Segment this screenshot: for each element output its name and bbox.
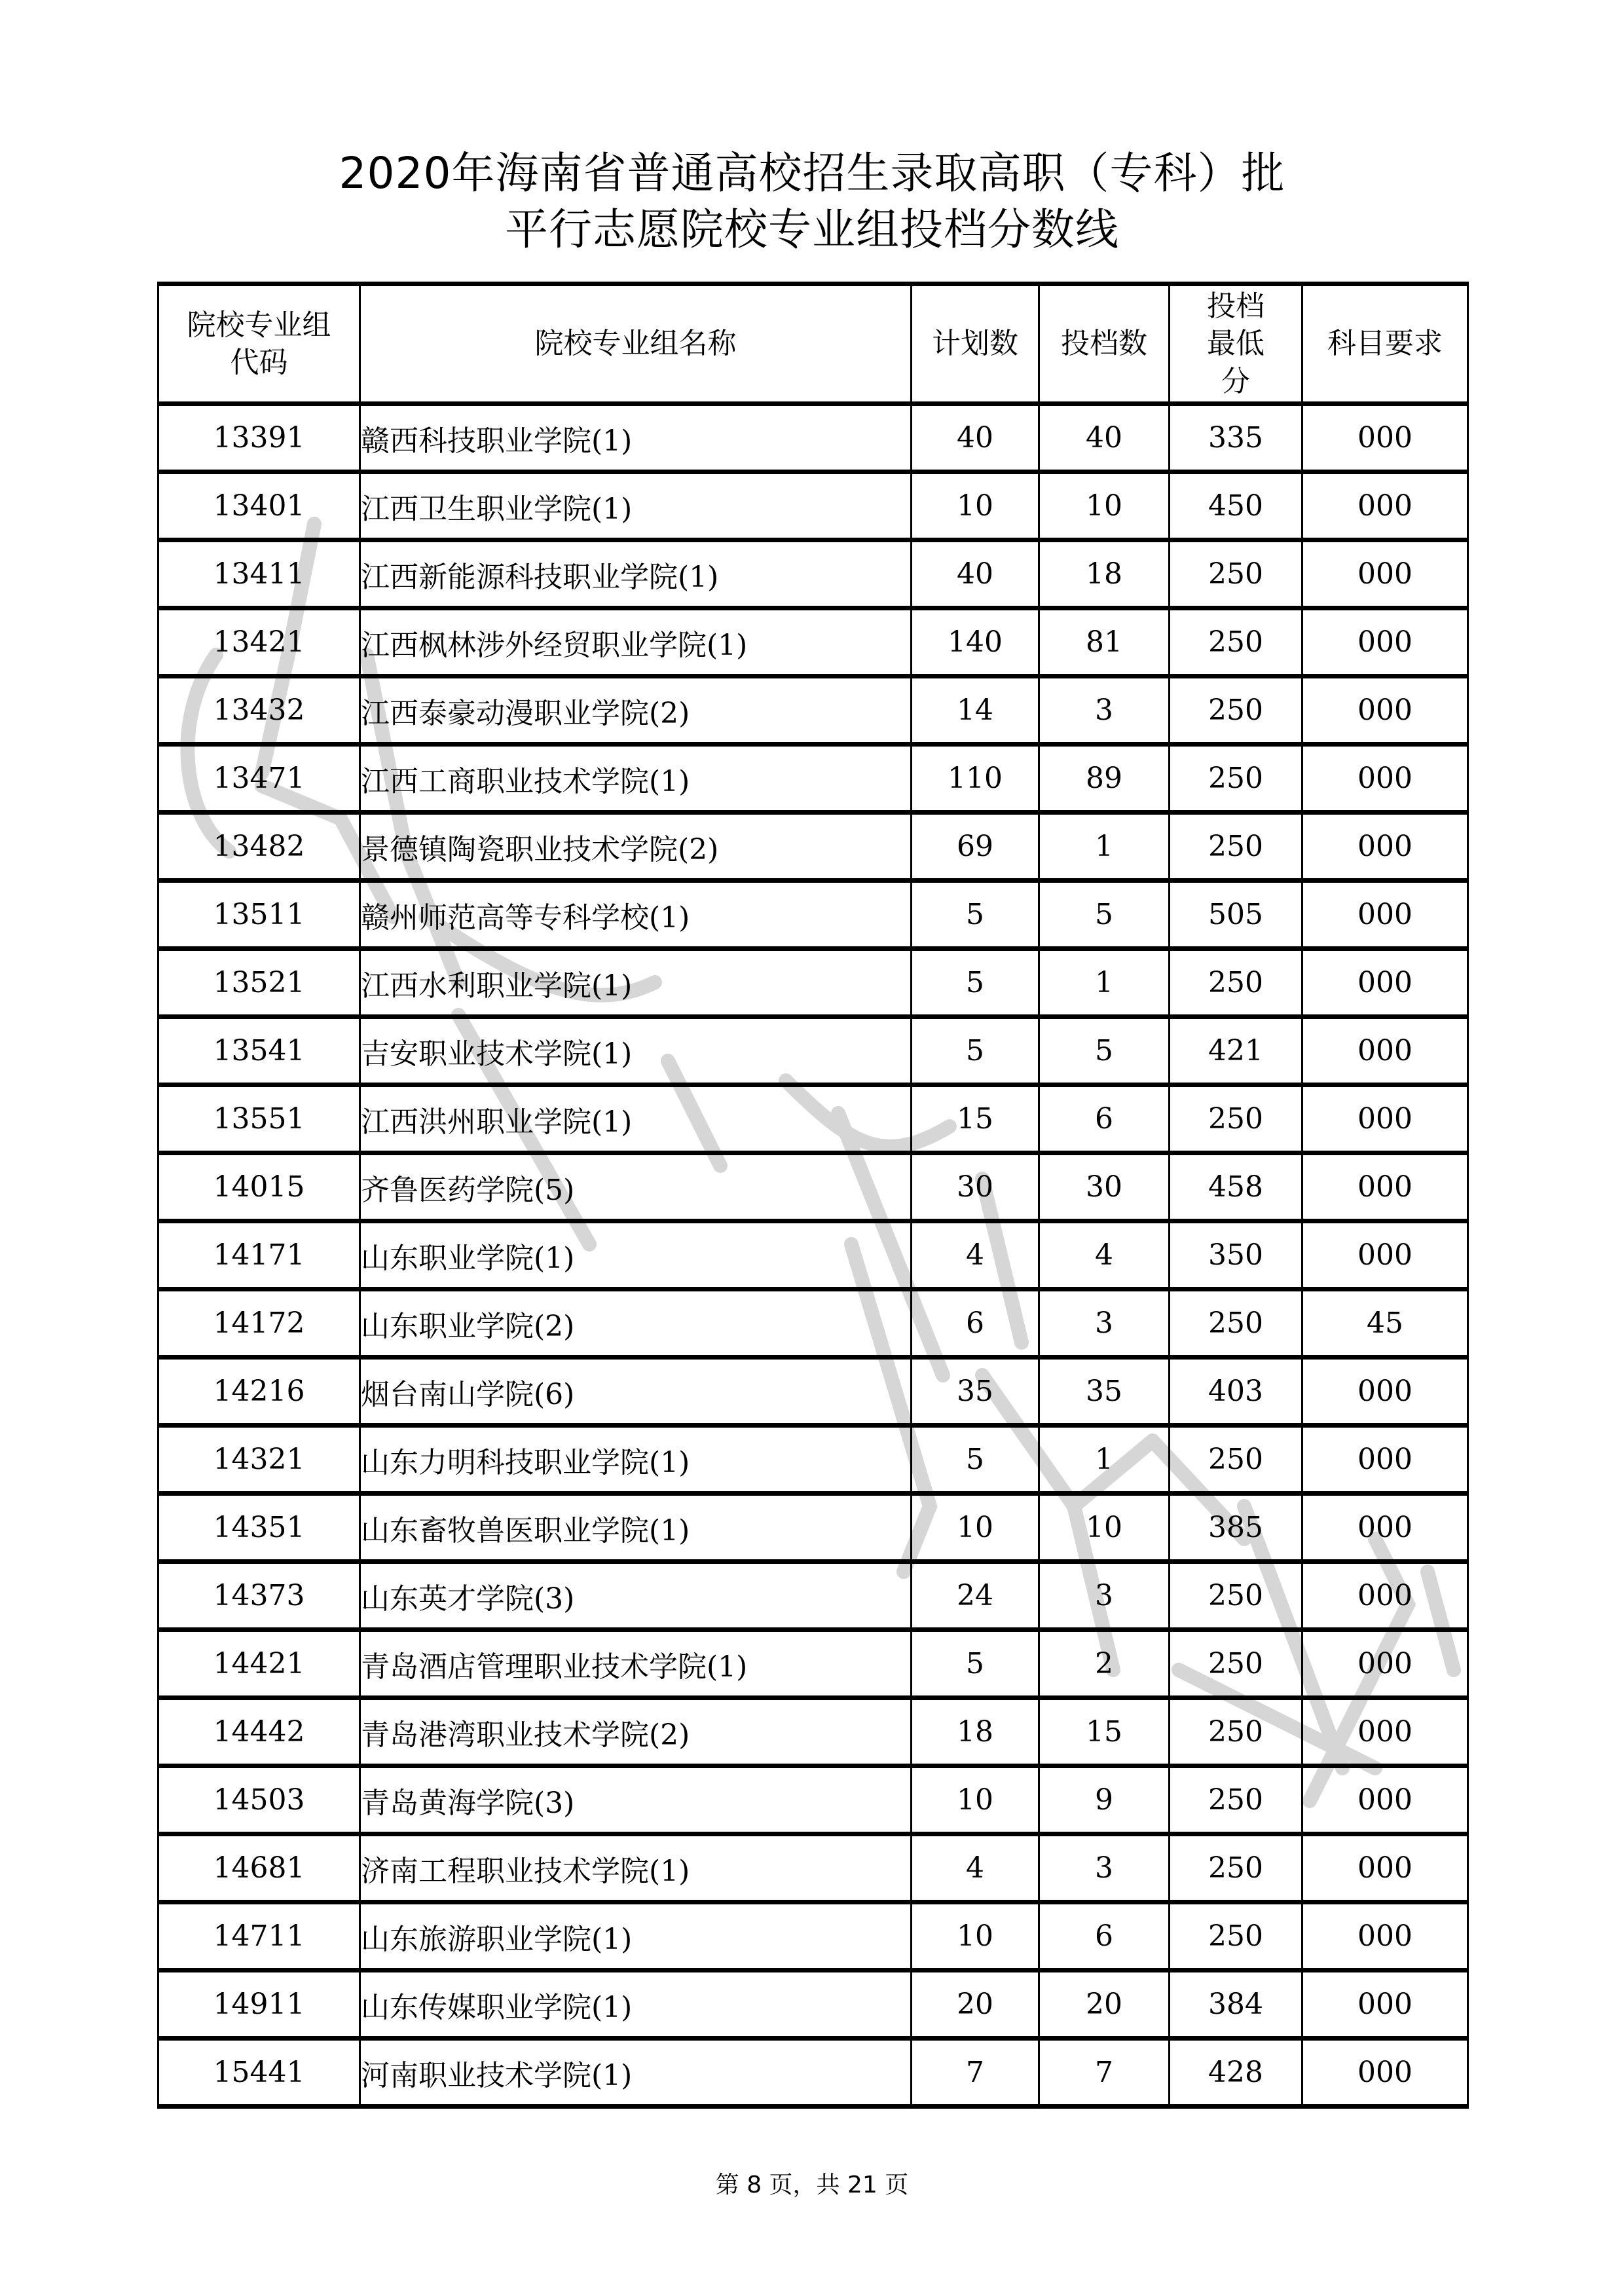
table-row (158, 1085, 1468, 1153)
cell-admitted: 81 (1039, 608, 1170, 676)
cell-admitted: 9 (1039, 1766, 1170, 1834)
cell-admitted: 5 (1039, 1017, 1170, 1085)
table-row (158, 813, 1468, 881)
cell-plan: 5 (912, 881, 1039, 949)
cell-plan: 10 (912, 472, 1039, 540)
cell-plan: 140 (912, 608, 1039, 676)
cell-code: 13411 (158, 540, 360, 608)
cell-plan: 5 (912, 1630, 1039, 1698)
cell-code: 13471 (158, 745, 360, 813)
cell-admitted: 15 (1039, 1698, 1170, 1766)
cell-admitted: 3 (1039, 1289, 1170, 1358)
cell-name: 赣西科技职业学院(1) (360, 404, 912, 472)
cell-subject: 45 (1302, 1289, 1468, 1358)
cell-admitted: 2 (1039, 1630, 1170, 1698)
cell-code: 13541 (158, 1017, 360, 1085)
cell-plan: 6 (912, 1289, 1039, 1358)
cell-plan: 24 (912, 1562, 1039, 1630)
cell-subject: 000 (1302, 1971, 1468, 2039)
cell-admitted: 1 (1039, 949, 1170, 1017)
document-title-line2: 平行志愿院校专业组投档分数线 (505, 204, 1119, 255)
cell-min-score: 505 (1170, 881, 1302, 949)
cell-min-score: 250 (1170, 1766, 1302, 1834)
cell-min-score: 250 (1170, 949, 1302, 1017)
table-row (158, 949, 1468, 1017)
cell-subject: 000 (1302, 1562, 1468, 1630)
cell-subject: 000 (1302, 881, 1468, 949)
cell-min-score: 421 (1170, 1017, 1302, 1085)
cell-subject: 000 (1302, 2039, 1468, 2107)
cell-code: 14373 (158, 1562, 360, 1630)
cell-code: 15441 (158, 2039, 360, 2107)
cell-plan: 20 (912, 1971, 1039, 2039)
header-min-score: 投档最低分 (1170, 284, 1302, 404)
table-row (158, 745, 1468, 813)
cell-min-score: 250 (1170, 1289, 1302, 1358)
cell-code: 14503 (158, 1766, 360, 1834)
cell-code: 13401 (158, 472, 360, 540)
table-row (158, 1221, 1468, 1289)
cell-plan: 4 (912, 1834, 1039, 1902)
cell-subject: 000 (1302, 608, 1468, 676)
cell-min-score: 250 (1170, 745, 1302, 813)
cell-min-score: 335 (1170, 404, 1302, 472)
cell-admitted: 6 (1039, 1085, 1170, 1153)
cell-code: 14911 (158, 1971, 360, 2039)
cell-plan: 5 (912, 1017, 1039, 1085)
score-table (157, 282, 1469, 2109)
table-row (158, 1426, 1468, 1494)
table-row (158, 1630, 1468, 1698)
cell-plan: 10 (912, 1494, 1039, 1562)
cell-admitted: 5 (1039, 881, 1170, 949)
cell-admitted: 3 (1039, 676, 1170, 745)
cell-min-score: 250 (1170, 1562, 1302, 1630)
cell-subject: 000 (1302, 404, 1468, 472)
cell-plan: 40 (912, 404, 1039, 472)
cell-min-score: 350 (1170, 1221, 1302, 1289)
table-body (158, 404, 1468, 2107)
table-row (158, 472, 1468, 540)
cell-subject: 000 (1302, 1221, 1468, 1289)
cell-subject: 000 (1302, 540, 1468, 608)
table-row (158, 540, 1468, 608)
cell-subject: 000 (1302, 813, 1468, 881)
cell-admitted: 89 (1039, 745, 1170, 813)
cell-min-score: 250 (1170, 1426, 1302, 1494)
table-row (158, 2039, 1468, 2107)
cell-plan: 110 (912, 745, 1039, 813)
cell-min-score: 250 (1170, 540, 1302, 608)
cell-code: 14321 (158, 1426, 360, 1494)
cell-code: 14442 (158, 1698, 360, 1766)
cell-plan: 18 (912, 1698, 1039, 1766)
cell-name: 江西新能源科技职业学院(1) (360, 540, 912, 608)
table-row (158, 881, 1468, 949)
table-row (158, 1289, 1468, 1358)
cell-name: 烟台南山学院(6) (360, 1358, 912, 1426)
cell-name: 吉安职业技术学院(1) (360, 1017, 912, 1085)
cell-admitted: 18 (1039, 540, 1170, 608)
cell-admitted: 1 (1039, 813, 1170, 881)
cell-plan: 5 (912, 1426, 1039, 1494)
cell-code: 14171 (158, 1221, 360, 1289)
cell-plan: 10 (912, 1766, 1039, 1834)
table-row (158, 1902, 1468, 1971)
cell-plan: 7 (912, 2039, 1039, 2107)
header-plan: 计划数 (912, 284, 1039, 404)
cell-admitted: 3 (1039, 1834, 1170, 1902)
cell-min-score: 250 (1170, 813, 1302, 881)
cell-subject: 000 (1302, 1766, 1468, 1834)
cell-name: 河南职业技术学院(1) (360, 2039, 912, 2107)
table-header-row (158, 284, 1468, 404)
cell-name: 山东英才学院(3) (360, 1562, 912, 1630)
cell-min-score: 250 (1170, 1902, 1302, 1971)
header-subject: 科目要求 (1302, 284, 1468, 404)
cell-code: 13421 (158, 608, 360, 676)
cell-name: 江西水利职业学院(1) (360, 949, 912, 1017)
table-row (158, 676, 1468, 745)
table-row (158, 1562, 1468, 1630)
cell-min-score: 250 (1170, 1085, 1302, 1153)
table-row (158, 608, 1468, 676)
cell-code: 13511 (158, 881, 360, 949)
table-row (158, 1698, 1468, 1766)
cell-admitted: 7 (1039, 2039, 1170, 2107)
cell-plan: 14 (912, 676, 1039, 745)
cell-name: 山东旅游职业学院(1) (360, 1902, 912, 1971)
cell-admitted: 10 (1039, 1494, 1170, 1562)
cell-code: 14351 (158, 1494, 360, 1562)
cell-plan: 35 (912, 1358, 1039, 1426)
table-row (158, 1153, 1468, 1221)
cell-name: 山东畜牧兽医职业学院(1) (360, 1494, 912, 1562)
header-admitted: 投档数 (1039, 284, 1170, 404)
cell-name: 山东职业学院(2) (360, 1289, 912, 1358)
table-row (158, 1358, 1468, 1426)
cell-code: 14015 (158, 1153, 360, 1221)
cell-subject: 000 (1302, 1085, 1468, 1153)
cell-plan: 4 (912, 1221, 1039, 1289)
cell-name: 山东力明科技职业学院(1) (360, 1426, 912, 1494)
cell-code: 13482 (158, 813, 360, 881)
cell-min-score: 250 (1170, 676, 1302, 745)
cell-code: 14216 (158, 1358, 360, 1426)
cell-min-score: 385 (1170, 1494, 1302, 1562)
table-row (158, 1766, 1468, 1834)
cell-admitted: 3 (1039, 1562, 1170, 1630)
cell-name: 青岛酒店管理职业技术学院(1) (360, 1630, 912, 1698)
cell-name: 江西泰豪动漫职业学院(2) (360, 676, 912, 745)
cell-subject: 000 (1302, 1358, 1468, 1426)
cell-code: 14711 (158, 1902, 360, 1971)
cell-name: 江西枫林涉外经贸职业学院(1) (360, 608, 912, 676)
cell-name: 江西卫生职业学院(1) (360, 472, 912, 540)
cell-subject: 000 (1302, 1494, 1468, 1562)
cell-min-score: 458 (1170, 1153, 1302, 1221)
cell-admitted: 4 (1039, 1221, 1170, 1289)
cell-plan: 5 (912, 949, 1039, 1017)
cell-min-score: 250 (1170, 608, 1302, 676)
cell-code: 13432 (158, 676, 360, 745)
cell-plan: 30 (912, 1153, 1039, 1221)
cell-code: 14421 (158, 1630, 360, 1698)
cell-name: 赣州师范高等专科学校(1) (360, 881, 912, 949)
table-row (158, 1017, 1468, 1085)
cell-subject: 000 (1302, 745, 1468, 813)
cell-min-score: 403 (1170, 1358, 1302, 1426)
cell-min-score: 250 (1170, 1834, 1302, 1902)
cell-admitted: 20 (1039, 1971, 1170, 2039)
cell-admitted: 1 (1039, 1426, 1170, 1494)
cell-name: 济南工程职业技术学院(1) (360, 1834, 912, 1902)
cell-plan: 69 (912, 813, 1039, 881)
cell-code: 13521 (158, 949, 360, 1017)
header-code: 院校专业组代码 (158, 284, 360, 404)
cell-subject: 000 (1302, 1153, 1468, 1221)
cell-admitted: 10 (1039, 472, 1170, 540)
table-row (158, 1494, 1468, 1562)
page-footer: 第 8 页，共 21 页 (715, 2172, 909, 2198)
cell-subject: 000 (1302, 1698, 1468, 1766)
cell-subject: 000 (1302, 1630, 1468, 1698)
cell-name: 青岛黄海学院(3) (360, 1766, 912, 1834)
cell-name: 青岛港湾职业技术学院(2) (360, 1698, 912, 1766)
cell-subject: 000 (1302, 1426, 1468, 1494)
cell-admitted: 6 (1039, 1902, 1170, 1971)
cell-admitted: 35 (1039, 1358, 1170, 1426)
cell-subject: 000 (1302, 472, 1468, 540)
cell-min-score: 250 (1170, 1698, 1302, 1766)
cell-min-score: 450 (1170, 472, 1302, 540)
table-row (158, 404, 1468, 472)
cell-name: 山东传媒职业学院(1) (360, 1971, 912, 2039)
cell-name: 齐鲁医药学院(5) (360, 1153, 912, 1221)
cell-plan: 40 (912, 540, 1039, 608)
cell-code: 14681 (158, 1834, 360, 1902)
cell-name: 江西工商职业技术学院(1) (360, 745, 912, 813)
cell-admitted: 40 (1039, 404, 1170, 472)
cell-code: 13551 (158, 1085, 360, 1153)
cell-name: 山东职业学院(1) (360, 1221, 912, 1289)
cell-subject: 000 (1302, 676, 1468, 745)
cell-subject: 000 (1302, 1902, 1468, 1971)
cell-subject: 000 (1302, 1834, 1468, 1902)
table-row (158, 1834, 1468, 1902)
table-row (158, 1971, 1468, 2039)
header-name: 院校专业组名称 (360, 284, 912, 404)
cell-subject: 000 (1302, 1017, 1468, 1085)
cell-admitted: 30 (1039, 1153, 1170, 1221)
cell-plan: 15 (912, 1085, 1039, 1153)
cell-subject: 000 (1302, 949, 1468, 1017)
cell-min-score: 250 (1170, 1630, 1302, 1698)
cell-min-score: 428 (1170, 2039, 1302, 2107)
cell-name: 江西洪州职业学院(1) (360, 1085, 912, 1153)
cell-code: 13391 (158, 404, 360, 472)
cell-min-score: 384 (1170, 1971, 1302, 2039)
cell-plan: 10 (912, 1902, 1039, 1971)
document-title-line1: 2020年海南省普通高校招生录取高职（专科）批 (339, 148, 1285, 198)
cell-code: 14172 (158, 1289, 360, 1358)
cell-name: 景德镇陶瓷职业技术学院(2) (360, 813, 912, 881)
